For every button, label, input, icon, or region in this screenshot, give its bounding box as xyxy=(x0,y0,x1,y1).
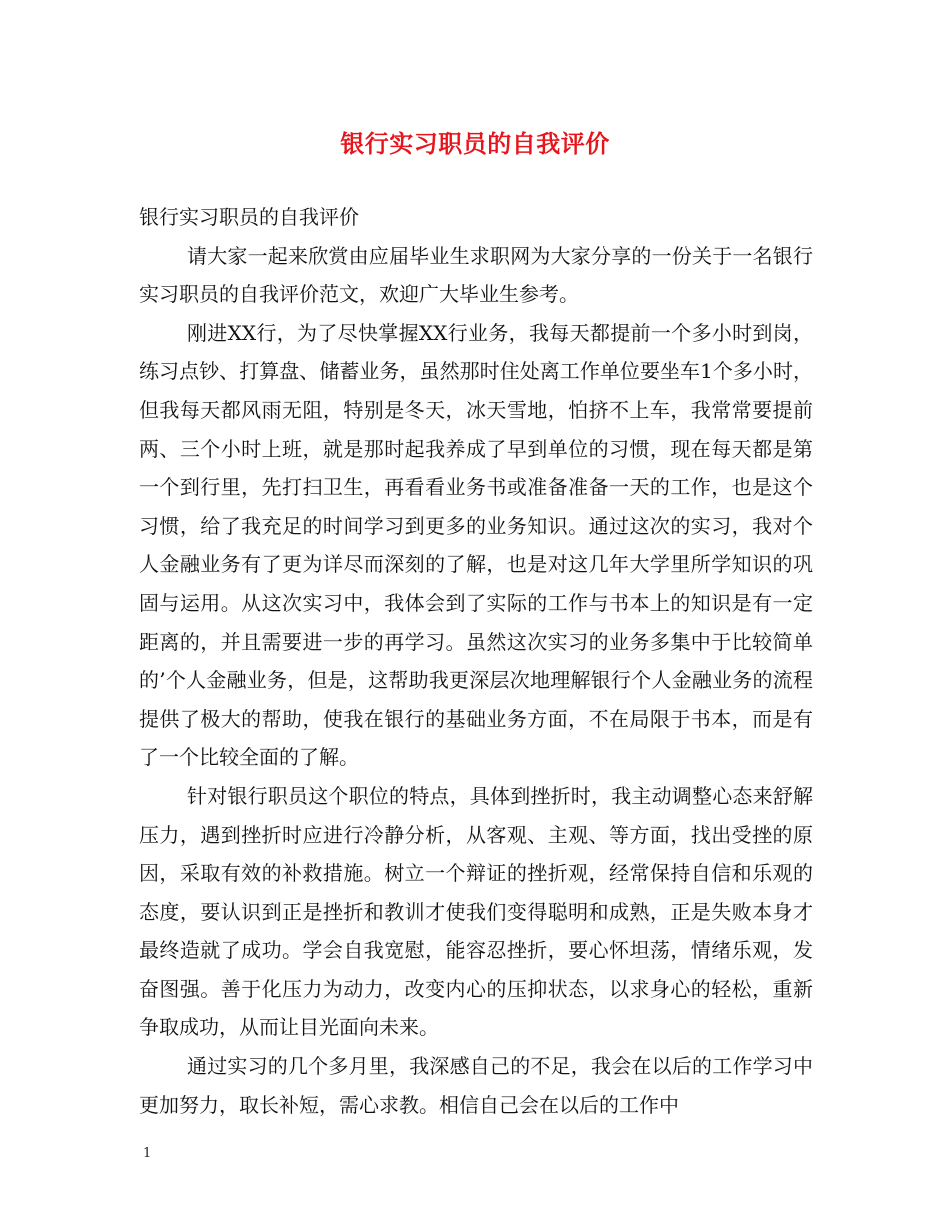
paragraph-conclusion: 通过实习的几个多月里，我深感自己的不足，我会在以后的工作学习中更加努力，取长补短，需心求教。相信自己会在以后的工作中 xyxy=(139,1054,813,1117)
paragraph-intro: 请大家一起来欣赏由应届毕业生求职网为大家分享的一份关于一名银行实习职员的自我评价范文，欢迎广大毕业生参考。 xyxy=(139,243,813,307)
page-number: 1 xyxy=(143,1146,152,1161)
paragraph-handling-setbacks: 针对银行职员这个职位的特点，具体到挫折时，我主动调整心态来舒解压力，遇到挫折时应进行冷静分析，从客观、主观、等方面，找出受挫的原因，采取有效的补救措施。树立一个辩证的挫折观，经常保持自信和乐观的态度，要认识到正是挫折和教训才使我们变得聪明和成熟，正是失败本身才最终造就了成功。学会自我宽慰，能容忍挫折，要心怀坦荡，情绪乐观，发奋图强。善于化压力为动力，改变内心的压抑状态，以求身心的轻松，重新争取成功，从而让目光面向未来。 xyxy=(139,783,813,1040)
document-subtitle: 银行实习职员的自我评价 xyxy=(139,205,359,229)
document-body xyxy=(139,198,813,1124)
document-title: 银行实习职员的自我评价 xyxy=(340,129,610,158)
paragraph-work-experience: 刚进XX行，为了尽快掌握XX行业务，我每天都提前一个多小时到岗，练习点钞、打算盘、储蓄业务，虽然那时住处离工作单位要坐车1个多小时，但我每天都风雨无阻，特别是冬天，冰天雪地，怕挤不上车，我常常要提前两、三个小时上班，就是那时起我养成了早到单位的习惯，现在每天都是第一个到行里，先打扫卫生，再看看业务书或准备准备一天的工作，也是这个习惯，给了我充足的时间学习到更多的业务知识。通过这次的实习，我对个人金融业务有了更为详尽而深刻的了解，也是对这几年大学里所学知识的巩固与运用。从这次实习中，我体会到了实际的工作与书本上的知识是有一定距离的，并且需要进一步的再学习。虽然这次实习的业务多集中于比较简单的’个人金融业务，但是，这帮助我更深层次地理解银行个人金融业务的流程提供了极大的帮助，使我在银行的基础业务方面，不在局限于书本，而是有了一个比较全面的了解。 xyxy=(139,320,813,770)
